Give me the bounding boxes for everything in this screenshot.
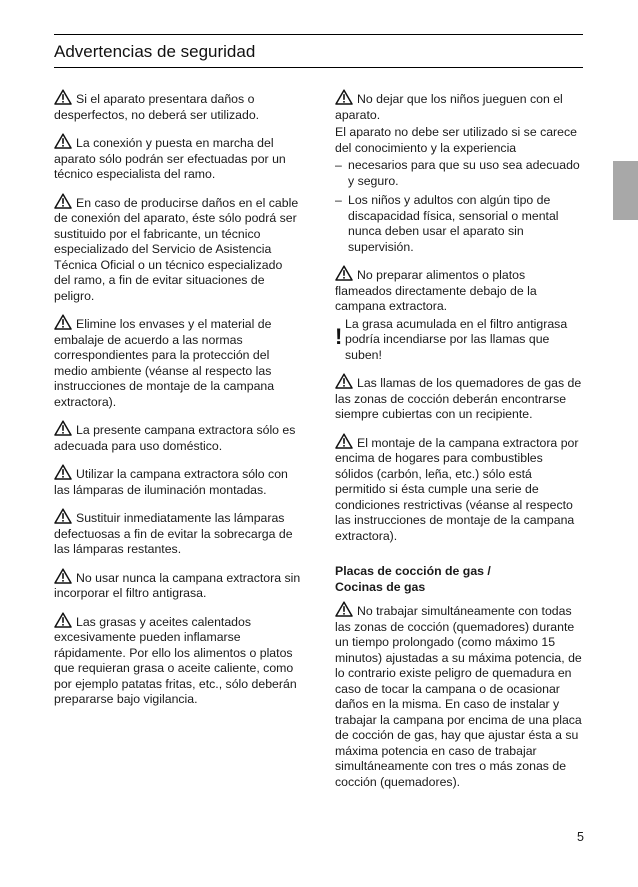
page-number: 5 (577, 830, 584, 844)
usage-intro: El aparato no debe ser utilizado si se carece del conocimiento y la experiencia (335, 125, 577, 155)
page-header (54, 34, 583, 68)
page-title: Advertencias de seguridad (54, 42, 256, 61)
warning-icon (335, 433, 353, 449)
flambe-warning: No preparar alimentos o platos flameados directamente debajo de la campana extractora. (335, 265, 583, 315)
left-column (54, 89, 302, 718)
safety-paragraph: No usar nunca la campana extractora sin incorporar el filtro antigrasa. (54, 568, 302, 602)
warning-icon (54, 89, 72, 105)
list-item: – necesarios para que su uso sea adecuado y seguro. (335, 158, 580, 188)
dash-bullet: – (335, 158, 342, 172)
warning-icon (54, 193, 72, 209)
safety-paragraph: Las grasas y aceites calentados excesivamente pueden inflamarse rápidamente. Por ello los alimentos o platos que requieran grasa o aceite caliente, como por ejemplo patatas fritas, etc., sólo deberán prepararse bajo vigilancia. (54, 612, 302, 708)
warning-icon (54, 464, 72, 480)
list-item: – Los niños y adultos con algún tipo de discapacidad física, sensorial o mental nunca deben usar el aparato sin supervisión. (335, 193, 559, 254)
grease-note: ! La grasa acumulada en el filtro antigrasa podría incendiarse por las llamas que suben! (335, 316, 568, 362)
gas-warning: No trabajar simultáneamente con todas las zonas de cocción (quemadores) durante un tiempo prolongado (como máximo 15 minutos) ajustadas a su máxima potencia, de lo contrario existe peligro de quemadura en caso de tocar la campana o de ocasionar daños en la misma. En caso de instalar y trabajar la campana por encima de una placa de cocción de gas, hay que ajustar ésta a su máxima potencia en caso de trabajar simultáneamente con tres o más zonas de cocción (quemadores). (335, 601, 583, 790)
warning-icon (54, 568, 72, 584)
safety-paragraph: En caso de producirse daños en el cable de conexión del aparato, éste sólo podrá ser sustituido por el fabricante, un técnico especializado del Servicio de Asistencia Técnica Oficial o un técnico especializado del ramo, a fin de evitar situaciones de peligro. (54, 193, 302, 305)
warning-icon (54, 314, 72, 330)
warning-icon (54, 508, 72, 524)
warning-icon (335, 373, 353, 389)
warning-icon (335, 89, 353, 105)
exclamation-icon: ! (335, 323, 343, 349)
warning-icon (335, 601, 353, 617)
safety-paragraph: Elimine los envases y el material de embalaje de acuerdo a las normas correspondientes para la protección del medio ambiente (véanse al respecto las instrucciones de montaje de la campana extractora). (54, 314, 302, 410)
safety-paragraph: Si el aparato presentara daños o desperfectos, no deberá ser utilizado. (54, 89, 302, 123)
section-heading: Placas de cocción de gas / Cocinas de gas (335, 564, 491, 594)
flames-warning: Las llamas de los quemadores de gas de las zonas de cocción deberán encontrarse siempre cubiertas con un recipiente. (335, 373, 583, 423)
dash-bullet: – (335, 193, 342, 207)
safety-paragraph: Utilizar la campana extractora sólo con las lámparas de iluminación montadas. (54, 464, 302, 498)
warning-icon (54, 612, 72, 628)
warning-icon (54, 420, 72, 436)
safety-paragraph: Sustituir inmediatamente las lámparas defectuosas a fin de evitar la sobrecarga de las lámparas restantes. (54, 508, 302, 558)
warning-icon (54, 133, 72, 149)
warning-icon (335, 265, 353, 281)
solid-fuel-warning: El montaje de la campana extractora por encima de hogares para combustibles sólidos (carbón, leña, etc.) sólo está permitido si ésta cumple una serie de condiciones restrictivas (véanse al respecto las instrucciones de montaje de la campana extractora). (335, 433, 583, 545)
children-warning: No dejar que los niños jueguen con el aparato. (335, 89, 583, 123)
side-tab-marker (613, 161, 638, 220)
safety-paragraph: La presente campana extractora sólo es adecuada para uso doméstico. (54, 420, 302, 454)
safety-paragraph: La conexión y puesta en marcha del aparato sólo podrán ser efectuadas por un técnico especialista del ramo. (54, 133, 302, 183)
right-column (335, 89, 583, 800)
